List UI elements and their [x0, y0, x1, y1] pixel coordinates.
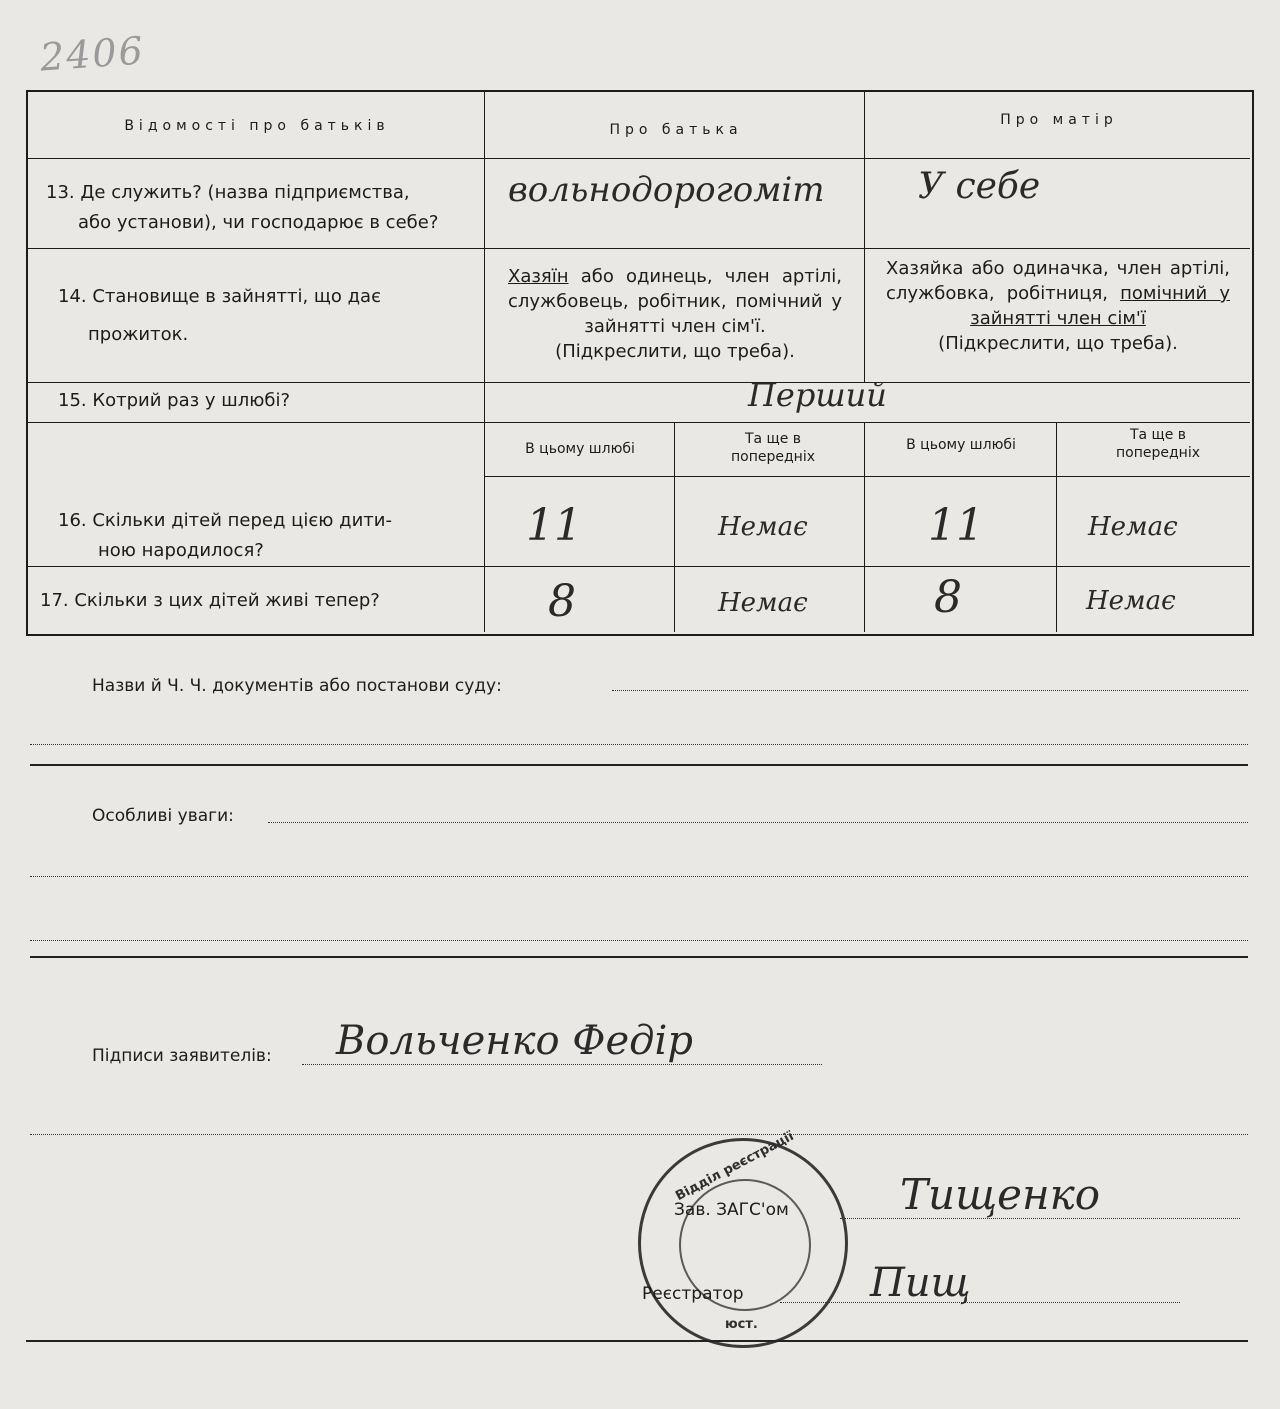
father-occupation-rest: або одинець, член артілі, службовець, робітник, помічний у зайнятті член сім'ї.	[508, 266, 842, 337]
mother-occupation-selected: помічний у зайнятті член сім'ї	[970, 283, 1230, 329]
father-children-alive-this: 8	[548, 576, 576, 627]
row-divider	[28, 422, 1250, 423]
row-divider	[484, 476, 1250, 477]
registrar-label: Реєстратор	[642, 1284, 744, 1304]
registry-stamp	[638, 1128, 848, 1348]
father-children-born-this: 11	[526, 500, 582, 551]
question-13	[46, 178, 486, 238]
divider	[1056, 422, 1057, 632]
section-divider	[30, 956, 1248, 958]
divider	[864, 422, 865, 632]
signatures-line	[30, 1134, 1248, 1135]
signatures-line	[302, 1064, 822, 1065]
divider	[864, 92, 865, 382]
archive-number: 2406	[38, 28, 147, 80]
row-divider	[28, 566, 1250, 567]
mother-children-born-this: 11	[928, 500, 984, 551]
mother-workplace: У себе	[918, 166, 1041, 207]
notes-label: Особливі уваги:	[92, 806, 234, 826]
stamp-text-top: Відділ реєстрації	[673, 1128, 797, 1205]
question-14-line2: прожиток.	[88, 324, 189, 345]
head-label: Зав. ЗАГС'ом	[674, 1200, 789, 1220]
head-signature: Тищенко	[900, 1170, 1100, 1219]
mother-children-alive-prev: Немає	[1086, 586, 1176, 616]
father-occupation-selected: Хазяїн	[508, 266, 569, 287]
row-divider	[28, 158, 1250, 159]
row-divider	[28, 382, 1250, 383]
bottom-divider	[26, 1340, 1248, 1342]
notes-line	[30, 940, 1248, 941]
notes-line	[30, 876, 1248, 877]
question-13-line1: 13. Де служить? (назва підприємства,	[46, 182, 410, 203]
father-workplace: вольнодорогоміт	[508, 170, 825, 210]
subheader-mother-prev: Та ще в попередніх	[1116, 427, 1200, 461]
documents-line	[30, 744, 1248, 745]
mother-occupation-rest: Хазяйка або одиначка, член артілі, службовка, робітниця,	[886, 258, 1230, 304]
header-mother: Про матір	[1000, 112, 1118, 128]
mother-children-alive-this: 8	[934, 572, 962, 623]
father-children-alive-prev: Немає	[718, 588, 808, 618]
subheader-father-prev: Та ще в попередніх	[731, 431, 815, 465]
registrar-signature-line	[780, 1302, 1180, 1303]
father-children-born-prev: Немає	[718, 512, 808, 542]
header-parents: Відомості про батьків	[124, 118, 390, 134]
marriage-count: Перший	[748, 376, 887, 414]
subheader-mother-this: В цьому шлюбі	[906, 437, 1016, 453]
stamp-text-bottom: юст.	[725, 1317, 758, 1332]
signatures-label: Підписи заявителів:	[92, 1046, 272, 1066]
mother-occupation-note: (Підкреслити, що треба).	[938, 333, 1178, 354]
father-occupation-options	[508, 264, 842, 364]
question-16-line2: ною народилося?	[98, 540, 264, 561]
question-17: 17. Скільки з цих дітей живі тепер?	[40, 590, 380, 611]
notes-line	[268, 822, 1248, 823]
mother-occupation-options	[886, 256, 1230, 356]
question-13-line2: або установи), чи господарює в себе?	[78, 212, 439, 233]
section-divider	[30, 764, 1248, 766]
documents-label: Назви й Ч. Ч. документів або постанови суду:	[92, 676, 502, 696]
parents-info-table	[26, 90, 1254, 636]
mother-children-born-prev: Немає	[1088, 512, 1178, 542]
applicant-signature: Вольченко Федір	[336, 1018, 693, 1064]
question-14	[58, 282, 478, 350]
father-occupation-note: (Підкреслити, що треба).	[555, 341, 795, 362]
header-father: Про батька	[609, 122, 743, 138]
subheader-father-this: В цьому шлюбі	[525, 441, 635, 457]
question-15: 15. Котрий раз у шлюбі?	[58, 390, 291, 411]
divider	[484, 92, 485, 632]
question-16	[58, 506, 478, 566]
divider	[674, 422, 675, 632]
row-divider	[28, 248, 1250, 249]
registrar-signature: Пищ	[870, 1260, 971, 1306]
documents-line	[612, 690, 1248, 691]
question-14-line1: 14. Становище в зайнятті, що дає	[58, 286, 381, 307]
question-16-line1: 16. Скільки дітей перед цією дити-	[58, 510, 392, 531]
